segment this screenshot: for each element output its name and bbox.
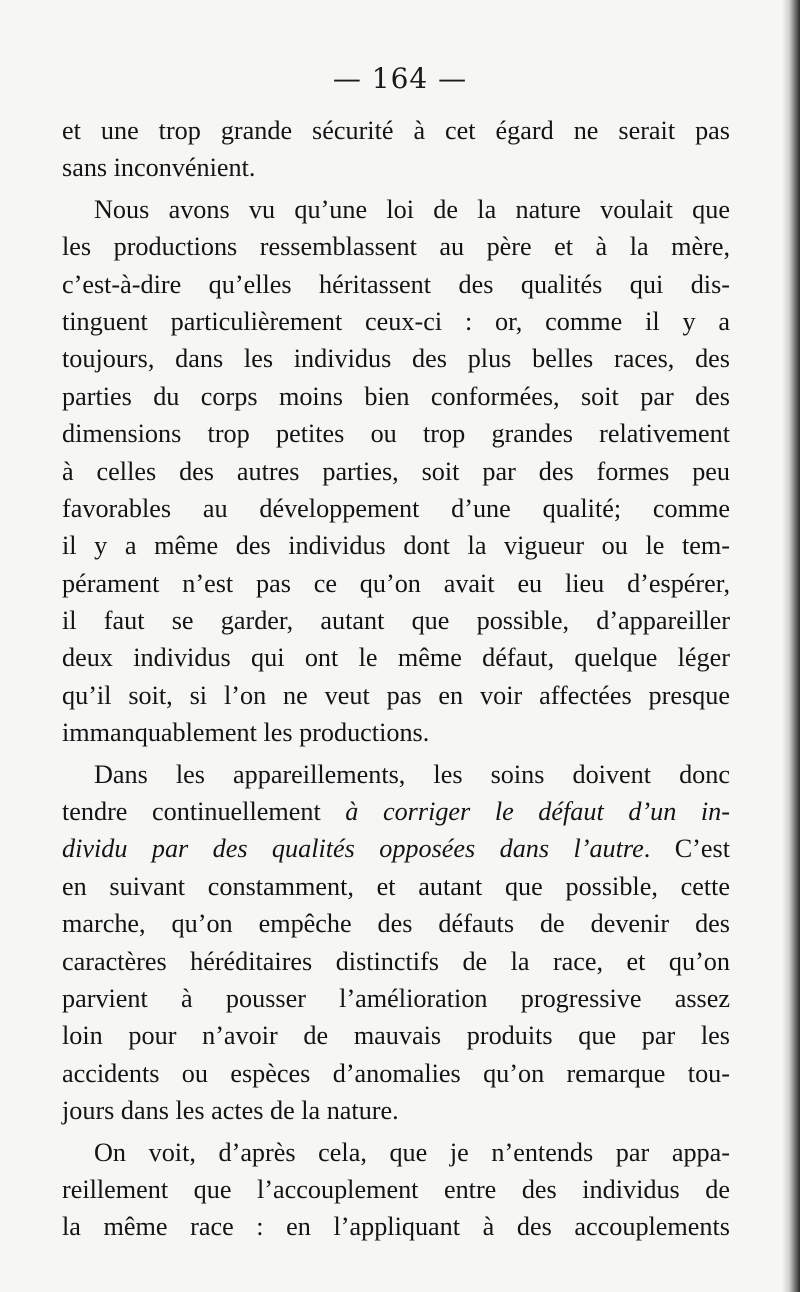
text-run: les productions ressemblassent au père et à la mère,: [62, 232, 730, 262]
text-run: et une trop grande sécurité à cet égard ne serait pas: [62, 116, 730, 145]
text-run: caractères héréditaires distinctifs de la race, et qu’on: [62, 946, 730, 976]
page-number: — 164 —: [332, 62, 468, 95]
text-run: dimensions trop petites ou trop grandes relativement: [62, 419, 730, 449]
text-line: [62, 639, 730, 676]
text-run: deux individus qui ont le même défaut, quelque léger: [62, 643, 730, 673]
text-line: [62, 1171, 730, 1208]
text-run: accidents ou espèces d’anomalies qu’on remarque tou-: [62, 1058, 730, 1088]
text-run: sans inconvénient.: [62, 153, 256, 183]
text-line: [62, 149, 730, 186]
text-line: [62, 980, 730, 1017]
paragraph: [62, 756, 730, 1130]
text-run: tinguent particulièrement ceux-ci : or, comme il y a: [62, 306, 730, 336]
text-line: [62, 340, 730, 377]
text-line: [62, 943, 730, 980]
text-run: parties du corps moins bien conformées, soit par des: [62, 381, 730, 411]
text-run: parvient à pousser l’amélioration progressive assez: [62, 983, 730, 1013]
text-run: toujours, dans les individus des plus belles races, des: [62, 344, 730, 374]
paragraph: [62, 191, 730, 752]
text-run: favorables au développement d’une qualité; comme: [62, 493, 730, 523]
text-line: [62, 677, 730, 714]
text-run: pérament n’est pas ce qu’on avait eu lieu d’espérer,: [62, 568, 730, 598]
text-line: [62, 378, 730, 415]
text-line: [62, 830, 730, 867]
text-run: à celles des autres parties, soit par des formes peu: [62, 456, 730, 486]
text-run: Dans les appareillements, les soins doivent donc: [94, 759, 730, 789]
paragraph: [62, 1134, 730, 1246]
text-run: immanquablement les productions.: [62, 718, 430, 748]
text-line: [62, 191, 730, 228]
text-run: marche, qu’on empêche des défauts de devenir des: [62, 909, 730, 939]
text-line: [62, 565, 730, 602]
text-line: [62, 415, 730, 452]
text-run: loin pour n’avoir de mauvais produits que par les: [62, 1021, 730, 1051]
text-line: [62, 490, 730, 527]
text-run: qu’il soit, si l’on ne veut pas en voir affectées presque: [62, 680, 730, 710]
text-run: il faut se garder, autant que possible, d’appareiller: [62, 606, 730, 636]
text-line: [62, 868, 730, 905]
text-run: jours dans les actes de la nature.: [62, 1096, 399, 1126]
text-run: tendre continuellement: [62, 797, 346, 827]
text-line: [62, 602, 730, 639]
text-run: la même race : en l’appliquant à des accouplements: [62, 1212, 730, 1242]
text-run: On voit, d’après cela, que je n’entends par appa-: [94, 1137, 730, 1167]
text-run: il y a même des individus dont la vigueur ou le tem-: [62, 531, 730, 561]
paragraph: [62, 112, 730, 187]
text-line: [62, 1017, 730, 1054]
page-body-text: [62, 112, 730, 1246]
text-line: [62, 303, 730, 340]
text-run: Nous avons vu qu’une loi de la nature voulait que: [94, 194, 730, 224]
text-line: [62, 453, 730, 490]
text-run: reillement que l’accouplement entre des individus de: [62, 1174, 730, 1204]
text-line: [62, 714, 730, 751]
text-line: [62, 1208, 730, 1245]
text-line: [62, 1134, 730, 1171]
page-spine-shadow: [782, 0, 800, 1292]
text-line: [62, 1055, 730, 1092]
italic-text-run: à corriger le défaut d’un in-: [345, 797, 731, 827]
text-line: [62, 793, 730, 830]
text-line: [62, 228, 730, 265]
italic-text-run: dividu par des qualités opposées dans l’autre: [62, 834, 644, 864]
text-run: en suivant constamment, et autant que possible, cette: [62, 871, 730, 901]
text-line: [62, 527, 730, 564]
text-run: . C’est: [643, 834, 730, 864]
text-line: [62, 756, 730, 793]
text-line: [62, 1092, 730, 1129]
text-line: [62, 266, 730, 303]
text-run: c’est-à-dire qu’elles héritassent des qualités qui dis-: [62, 269, 730, 299]
text-line: [62, 905, 730, 942]
text-line: [62, 112, 730, 149]
